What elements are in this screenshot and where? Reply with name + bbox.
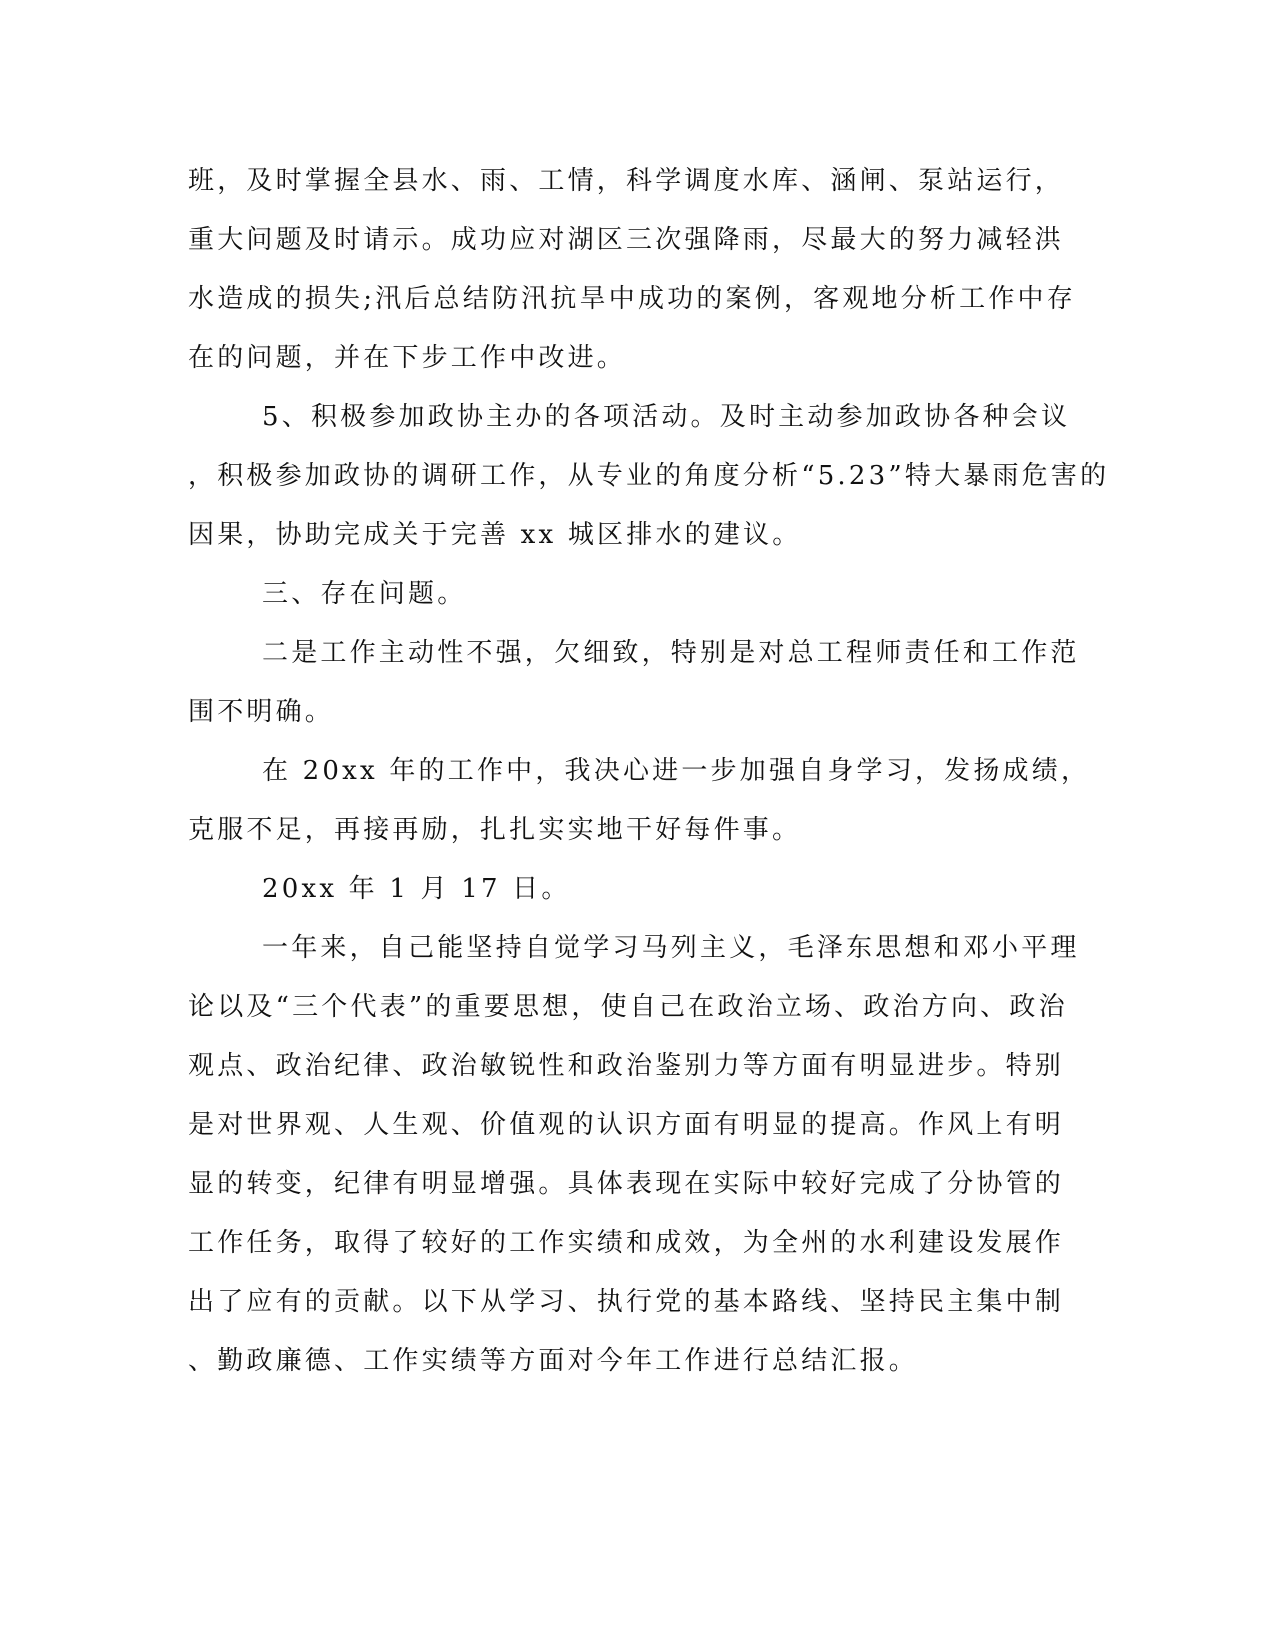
- text-line: 围不明确。: [188, 697, 335, 727]
- text-line: 因果，协助完成关于完善 xx 城区排水的建议。: [188, 520, 802, 550]
- text-line: 出了应有的贡献。以下从学习、执行党的基本路线、坚持民主集中制: [188, 1287, 1065, 1317]
- text-line: 5、积极参加政协主办的各项活动。及时主动参加政协各种会议: [262, 402, 1071, 432]
- text-line: 观点、政治纪律、政治敏锐性和政治鉴别力等方面有明显进步。特别: [188, 1051, 1065, 1081]
- text-line: 一年来，自己能坚持自觉学习马列主义，毛泽东思想和邓小平理: [262, 933, 1080, 963]
- text-line: 重大问题及时请示。成功应对湖区三次强降雨，尽最大的努力减轻洪: [188, 225, 1065, 255]
- text-line: 、勤政廉德、工作实绩等方面对今年工作进行总结汇报。: [188, 1346, 919, 1376]
- text-line: 在的问题，并在下步工作中改进。: [188, 343, 627, 373]
- text-line: 克服不足，再接再励，扎扎实实地干好每件事。: [188, 815, 802, 845]
- text-line: 三、存在问题。: [262, 579, 467, 609]
- text-line: 工作任务，取得了较好的工作实绩和成效，为全州的水利建设发展作: [188, 1228, 1065, 1258]
- text-line: 二是工作主动性不强，欠细致，特别是对总工程师责任和工作范: [262, 638, 1080, 668]
- text-line: 水造成的损失;汛后总结防汛抗旱中成功的案例，客观地分析工作中存: [188, 284, 1076, 314]
- text-line: ，积极参加政协的调研工作，从专业的角度分析“5.23”特大暴雨危害的: [188, 461, 1110, 491]
- text-line: 在 20xx 年的工作中，我决心进一步加强自身学习，发扬成绩，: [262, 756, 1091, 786]
- text-line: 是对世界观、人生观、价值观的认识方面有明显的提高。作风上有明: [188, 1110, 1065, 1140]
- text-line: 论以及“三个代表”的重要思想，使自己在政治立场、政治方向、政治: [188, 992, 1068, 1022]
- text-line: 20xx 年 1 月 17 日。: [262, 874, 571, 904]
- text-line: 显的转变，纪律有明显增强。具体表现在实际中较好完成了分协管的: [188, 1169, 1065, 1199]
- text-line: 班，及时掌握全县水、雨、工情，科学调度水库、涵闸、泵站运行，: [188, 166, 1065, 196]
